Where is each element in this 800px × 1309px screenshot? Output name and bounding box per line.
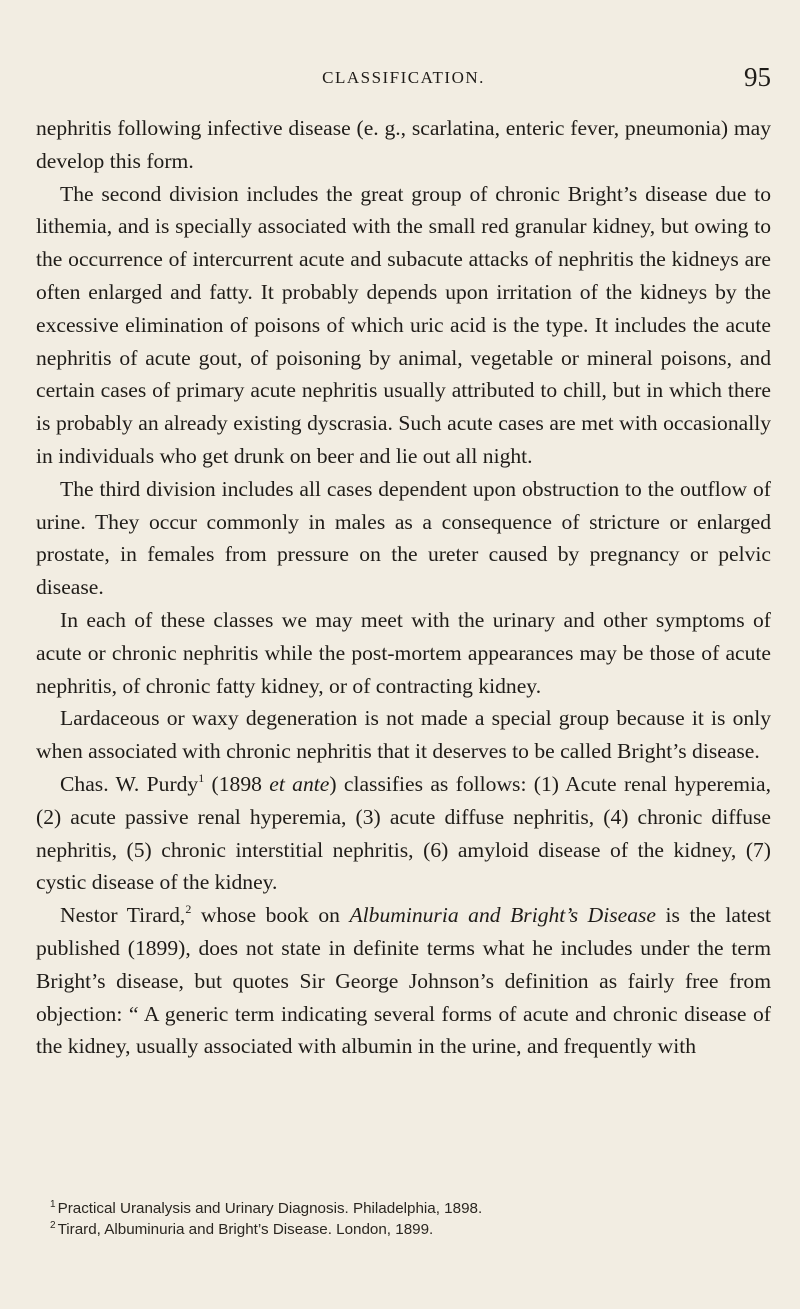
- footnote-1: [50, 1198, 770, 1219]
- paragraph-6: [36, 768, 771, 899]
- paragraph-2: The second division includes the great group of chronic Bright’s disease due to lithemia, and is specially associated with the small red granular kidney, but owing to the occurrence of intercurrent acute and subacute attacks of nephritis the kidneys are often enlarged and fatty. It probably depends upon irritation of the kidneys by the excessive elimination of poisons of which uric acid is the type. It includes the acute nephritis of acute gout, of poisoning by animal, vegetable or mineral poisons, and certain cases of primary acute nephritis usually attributed to chill, but in which there is probably an already existing dyscrasia. Such acute cases are met with occasionally in individuals who get drunk on beer and lie out all night.: [36, 181, 771, 468]
- paragraph-6-italic: et ante: [269, 771, 330, 796]
- page-header: [36, 62, 771, 102]
- footnote-1-mark: 1: [50, 1199, 56, 1210]
- paragraph-7-part-1: Nestor Tirard,: [60, 903, 186, 928]
- footnote-1-text: Practical Uranalysis and Urinary Diagnosis. Philadelphia, 1898.: [57, 1200, 483, 1217]
- footnotes: [50, 1198, 770, 1240]
- footnote-2: [50, 1219, 770, 1240]
- body-text: [36, 112, 771, 1063]
- paragraph-7: [36, 899, 771, 1063]
- paragraph-1: nephritis following infective disease (e. g., scarlatina, enteric fever, pneumonia) may develop this form.: [36, 116, 771, 173]
- paragraph-7-part-2: whose book on: [191, 903, 350, 928]
- page-number: 95: [744, 62, 771, 92]
- paragraph-3: The third division includes all cases dependent upon obstruction to the outflow of urine. They occur commonly in males as a consequence of stricture or enlarged prostate, in females from pressure on the ureter caused by pregnancy or pelvic disease.: [36, 476, 771, 600]
- paragraph-5: Lardaceous or waxy degeneration is not made a special group because it is only when associated with chronic nephritis that it deserves to be called Bright’s disease.: [36, 706, 771, 764]
- paragraph-6-part-1: Chas. W. Purdy: [60, 771, 199, 796]
- paragraph-7-part-3: is the latest published (1899), does not state in definite terms what he includes under the term Bright’s disease, but quotes Sir George Johnson’s definition as fairly free from objection: “ A generic term indicating several forms of acute and chronic disease of the kidney, usually associated with albumin in the urine, and frequently with: [36, 903, 771, 1059]
- paragraph-6-part-3: ) classifies as follows: (1) Acute renal hyperemia, (2) acute passive renal hyperemia, (3) acute diffuse nephritis, (4) chronic diffuse nephritis, (5) chronic interstitial nephritis, (6) amyloid disease of the kidney, (7) cystic disease of the kidney.: [36, 771, 771, 895]
- footnote-ref-1: 1: [198, 770, 205, 785]
- footnote-2-text: Tirard, Albuminuria and Bright’s Disease. London, 1899.: [57, 1221, 434, 1238]
- footnote-ref-2: 2: [185, 902, 192, 917]
- paragraph-4: In each of these classes we may meet with the urinary and other symptoms of acute or chronic nephritis while the post-mortem appearances may be those of acute nephritis, of chronic fatty kidney, or of contracting kidney.: [36, 607, 771, 698]
- footnote-2-mark: 2: [50, 1220, 56, 1231]
- paragraph-6-part-2: (1898: [204, 771, 270, 796]
- running-title: CLASSIFICATION.: [322, 68, 485, 87]
- book-title: Albuminuria and Bright’s Disease: [349, 903, 657, 928]
